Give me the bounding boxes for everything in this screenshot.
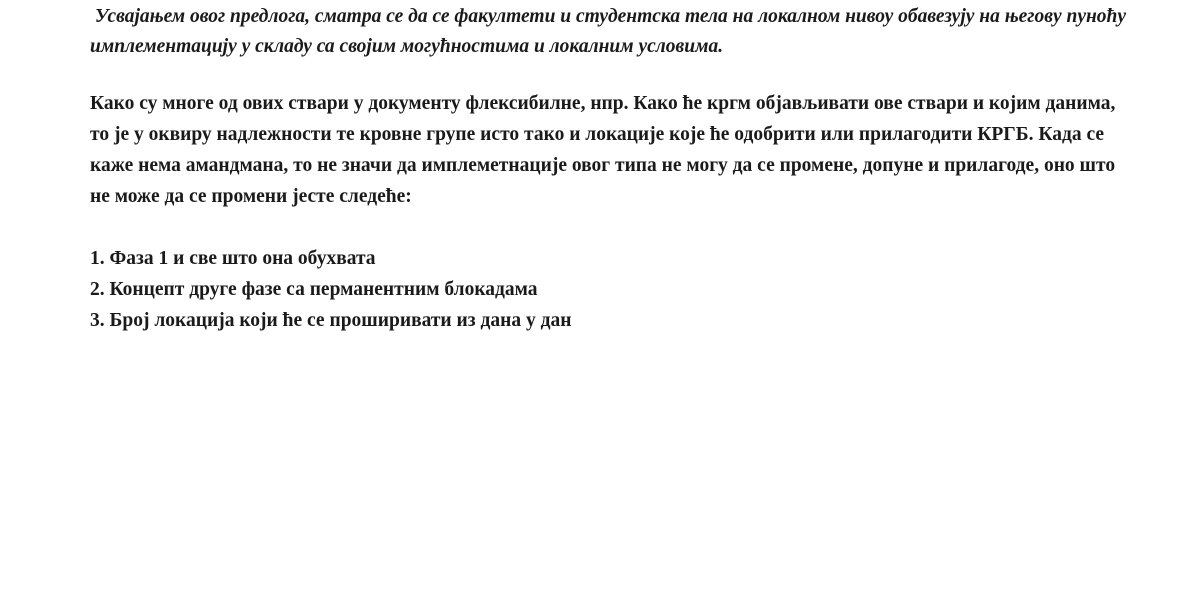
unchangeable-items-list	[90, 243, 1130, 336]
main-paragraph: Како су многе од ових ствари у документу флексибилне, нпр. Како ће кргм објављивати ове ствари и којим данима, то је у оквиру надлежности те кровне групе исто тако и локације које ће одобрити или прилагодити КРГБ. Када се каже нема амандмана, то не значи да имплеметнације овог типа не могу да се промене, допуне и прилагоде, оно што не може да се промени јесте следеће:	[90, 93, 1116, 207]
intro-paragraph: Усвајањем овог предлога, сматра се да се факултети и студентска тела на локалном нивоу обавезују на његову пуноћу имплементацију у складу са својим могућностима и локалним условима.	[90, 6, 1131, 57]
list-item: 1. Фаза 1 и све што она обухвата	[90, 248, 376, 269]
list-item: 3. Број локација који ће се проширивати из дана у дан	[90, 310, 572, 331]
list-item: 2. Концепт друге фазе са перманентним блокадама	[90, 279, 538, 300]
document-page	[90, 0, 1130, 336]
